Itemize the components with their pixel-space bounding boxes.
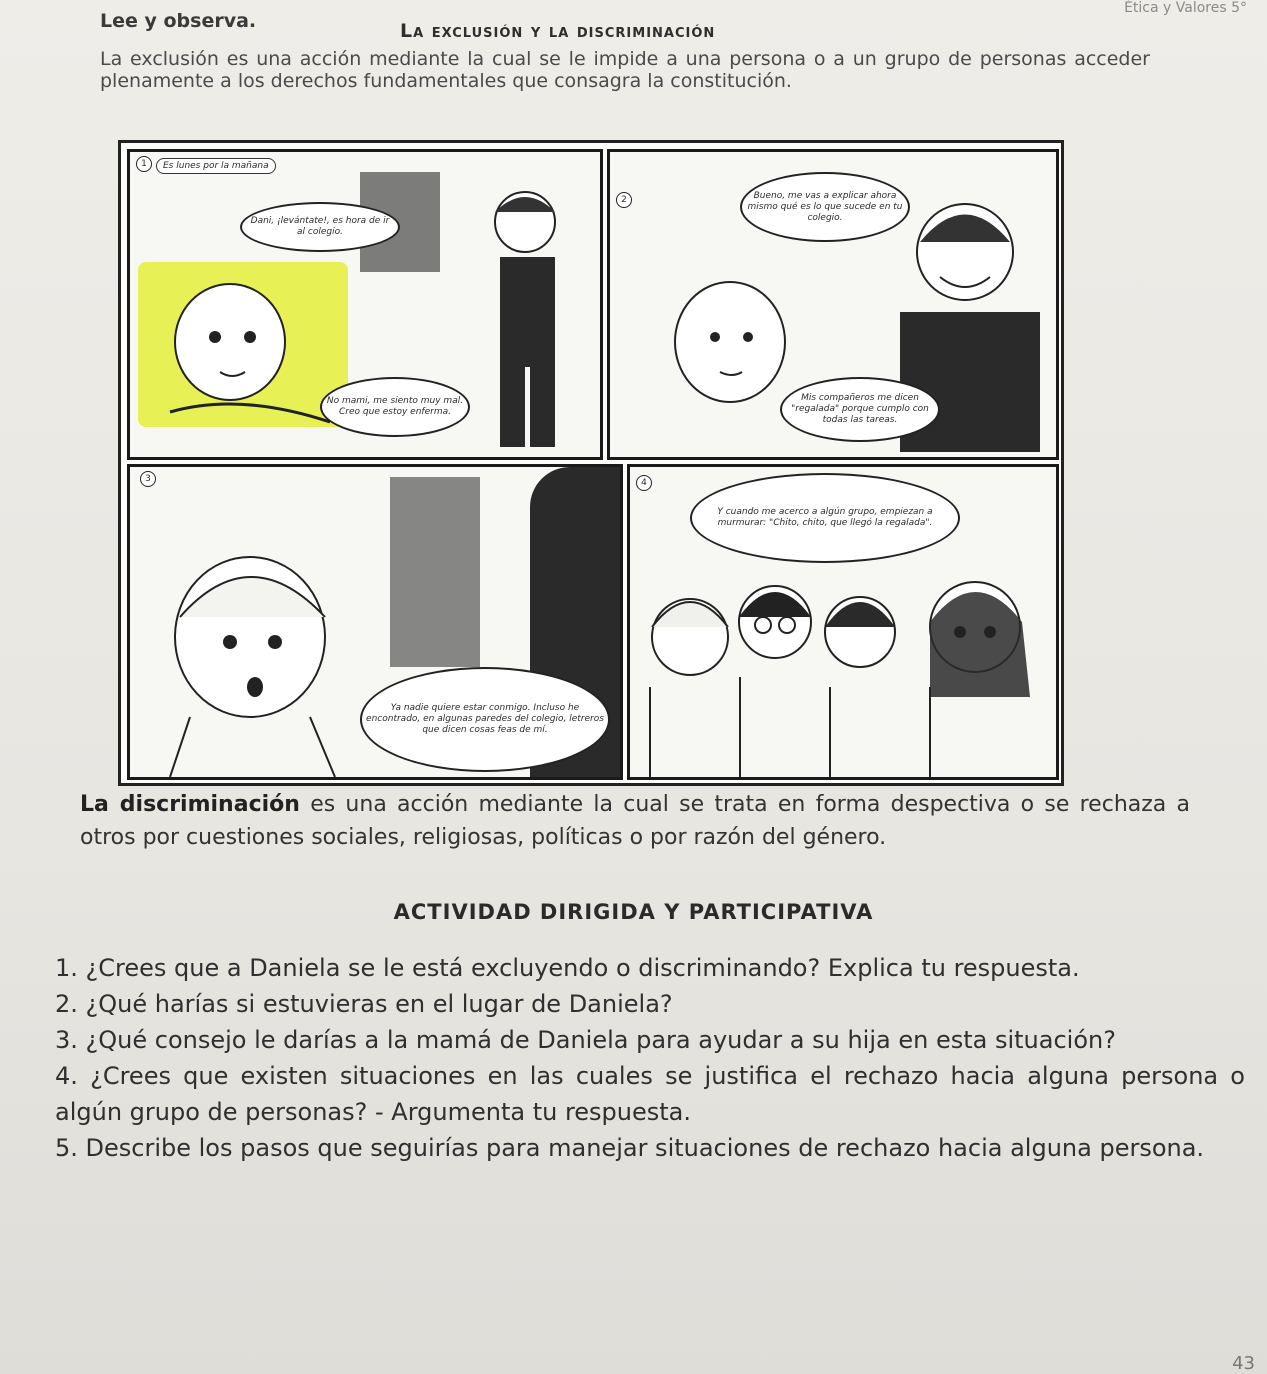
question-1: 1. ¿Crees que a Daniela se le está excluyendo o discriminando? Explica tu respuesta. (55, 954, 1080, 982)
panel-number: 1 (136, 156, 152, 172)
intro-paragraph: La exclusión es una acción mediante la cual se le impide a una persona o a un grupo de personas acceder plenamente a los derechos fundamentales que consagra la constitución. (100, 48, 1150, 92)
comic-panel-2 (607, 149, 1059, 460)
mother-illustration (470, 182, 590, 452)
definition-text: es una acción mediante la cual se trata en forma despectiva o se rechaza a otros por cuestiones sociales, religiosas, políticas o por razón del género. (80, 792, 1191, 850)
panel-number: 4 (636, 475, 652, 491)
group-of-girls-illustration (630, 567, 1056, 777)
panel-number: 3 (140, 471, 156, 487)
speech-bubble-girl: No mami, me siento muy mal. Creo que estoy enferma. (320, 377, 470, 437)
comic-panel-4 (627, 464, 1059, 780)
speech-bubble-mom: Bueno, me vas a explicar ahora mismo qué es lo que sucede en tu colegio. (740, 172, 910, 242)
speech-bubble-girl: Y cuando me acerco a algún grupo, empiezan a murmurar: "Chito, chito, que llegó la regalada". (690, 473, 960, 563)
questions-list (55, 950, 1245, 1166)
question-2: 2. ¿Qué harías si estuvieras en el lugar de Daniela? (55, 990, 673, 1018)
question-3: 3. ¿Qué consejo le darías a la mamá de Daniela para ayudar a su hija en esta situación? (55, 1026, 1116, 1054)
page-number: 43 (1232, 1353, 1255, 1374)
question-4: 4. ¿Crees que existen situaciones en las cuales se justifica el rechazo hacia alguna persona o algún grupo de personas? - Argumenta tu respuesta. (55, 1062, 1245, 1126)
speech-bubble-girl: Mis compañeros me dicen "regalada" porque cumplo con todas las tareas. (780, 377, 940, 442)
panel-number: 2 (616, 192, 632, 208)
window-picture (390, 477, 480, 667)
activity-title: ACTIVIDAD DIRIGIDA Y PARTICIPATIVA (393, 900, 874, 924)
definition-term: La discriminación (80, 792, 300, 817)
comic-panel-1 (127, 149, 603, 460)
worried-girl-illustration (150, 547, 360, 777)
lee-y-observa-label: Lee y observa. (100, 10, 257, 32)
sick-girl-illustration (150, 272, 340, 432)
speech-bubble-girl: Ya nadie quiere estar conmigo. Incluso he encontrado, en algunas paredes del colegio, letreros que dicen cosas feas de mí. (360, 667, 610, 772)
panel-caption: Es lunes por la mañana (156, 158, 276, 174)
comic-panel-3 (127, 464, 623, 780)
page-title: La exclusión y la discriminación (400, 20, 716, 42)
comic-strip (118, 140, 1064, 786)
definition-paragraph (80, 788, 1190, 854)
speech-bubble-mom: Dani, ¡levántate!, es hora de ir al colegio. (240, 202, 400, 252)
question-5: 5. Describe los pasos que seguirías para manejar situaciones de rechazo hacia alguna persona. (55, 1134, 1205, 1162)
subject-note: Ética y Valores 5° (1124, 0, 1247, 16)
